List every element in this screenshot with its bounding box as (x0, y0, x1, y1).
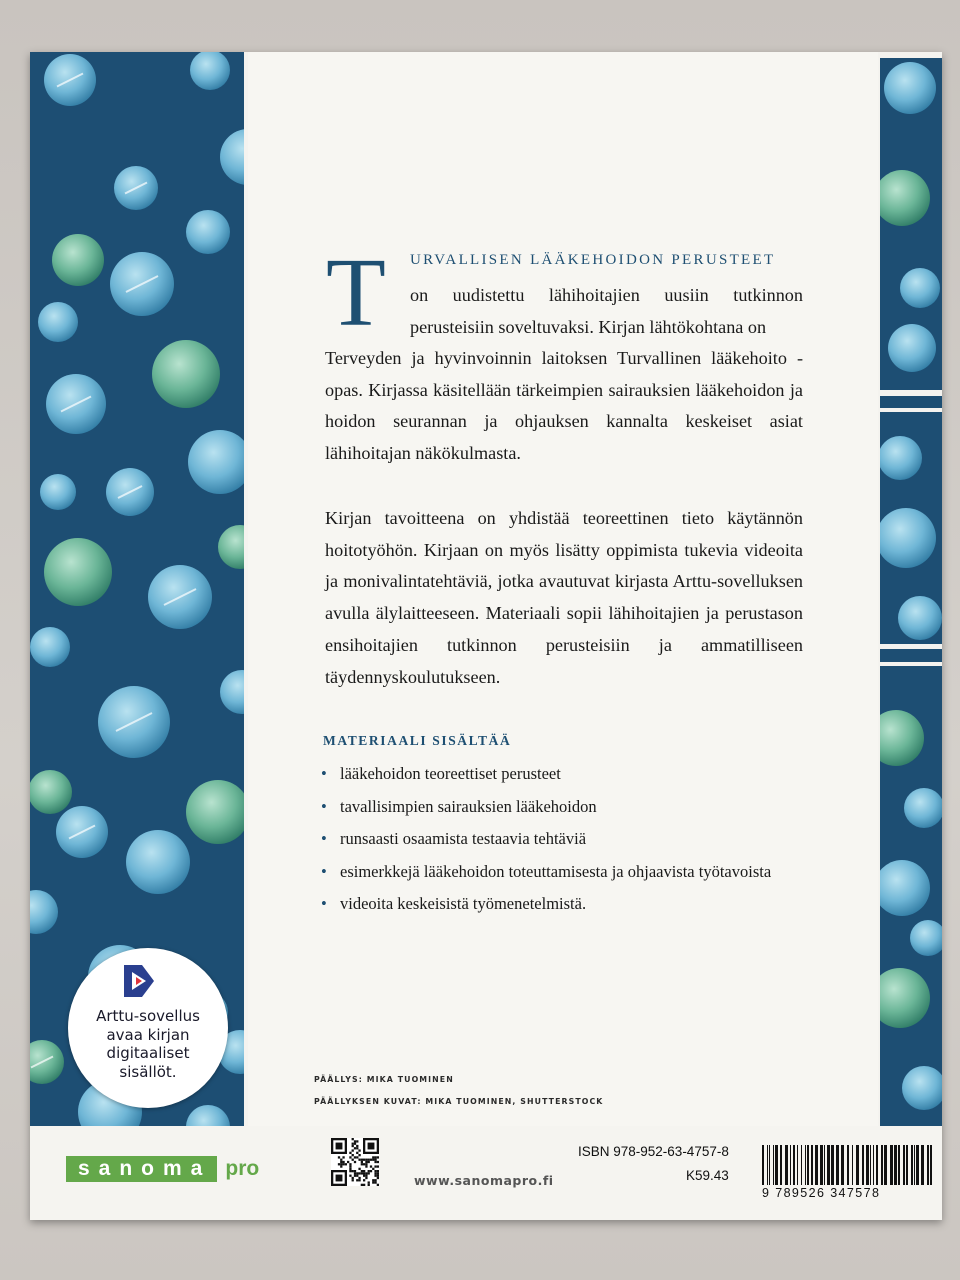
barcode-bar (866, 1145, 869, 1185)
qr-cell (356, 1147, 358, 1149)
qr-cell (356, 1156, 358, 1158)
barcode-bar (807, 1145, 809, 1185)
qr-cell (365, 1177, 367, 1179)
list-item: • esimerkkejä lääkehoidon toteuttamisesta ja ohjaavista työtavoista (318, 856, 771, 889)
qr-cell (340, 1165, 342, 1167)
qr-cell (356, 1152, 358, 1154)
qr-cell (358, 1159, 360, 1161)
qr-cell (361, 1184, 363, 1186)
qr-cell (349, 1156, 351, 1158)
pill-right (900, 268, 940, 308)
barcode-bar (769, 1145, 770, 1185)
qr-cell (374, 1159, 376, 1161)
pill-right (884, 62, 936, 114)
pill-left (40, 474, 76, 510)
pill-right (880, 508, 936, 568)
barcode-bar (785, 1145, 788, 1185)
badge-line: Arttu-sovellus (96, 1007, 200, 1025)
pill-left (30, 770, 72, 814)
logo-pro: pro (225, 1157, 260, 1180)
qr-cell (352, 1179, 354, 1181)
barcode-bar (793, 1145, 795, 1185)
qr-cell (372, 1156, 374, 1158)
qr-cell (374, 1175, 376, 1177)
barcode-bar (911, 1145, 913, 1185)
pill-right (880, 436, 922, 480)
pill-left (30, 627, 70, 667)
qr-cell (354, 1170, 356, 1172)
barcode-bar (775, 1145, 778, 1185)
qr-cell (358, 1179, 360, 1181)
qr-cell (365, 1163, 367, 1165)
qr-cell (368, 1159, 370, 1161)
pill-right (880, 710, 924, 766)
qr-cell (338, 1156, 340, 1158)
pill-left (186, 210, 230, 254)
pill-left (220, 670, 244, 714)
pill-left (30, 1040, 64, 1084)
cover-credit: PÄÄLLYS: MIKA TUOMINEN (314, 1075, 454, 1084)
pill-left (126, 830, 190, 894)
isbn-text: ISBN 978-952-63-4757-8 (578, 1144, 729, 1159)
qr-cell (361, 1172, 363, 1174)
barcode-bar (773, 1145, 774, 1185)
qr-cell (365, 1159, 367, 1161)
class-code: K59.43 (686, 1168, 729, 1183)
pill-left (44, 538, 112, 606)
barcode-bar (780, 1145, 782, 1185)
qr-cell (354, 1175, 356, 1177)
qr-cell (354, 1143, 356, 1145)
barcode-bar (873, 1145, 874, 1185)
contents-heading: MATERIAALI SISÄLTÄÄ (323, 733, 512, 748)
qr-cell (358, 1149, 360, 1151)
barcode-bar (884, 1145, 887, 1185)
barcode-bar (870, 1145, 871, 1185)
list-item: • lääkehoidon teoreettiset perusteet (318, 758, 771, 791)
publisher-logo (66, 1156, 259, 1182)
pill-right (880, 170, 930, 226)
pill-left (220, 129, 244, 185)
badge-line: sisällöt. (119, 1062, 177, 1081)
qr-cell (365, 1161, 367, 1163)
badge-line: avaa kirjan (106, 1025, 190, 1044)
qr-cell (368, 1161, 370, 1163)
qr-cell (356, 1172, 358, 1174)
qr-cell (361, 1163, 363, 1165)
qr-cell (352, 1154, 354, 1156)
cover-images-credit: PÄÄLLYKSEN KUVAT: MIKA TUOMINEN, SHUTTERSTOCK (314, 1097, 604, 1106)
qr-cell (365, 1175, 367, 1177)
qr-cell (370, 1159, 372, 1161)
qr-cell (368, 1172, 370, 1174)
qr-cell (372, 1168, 374, 1170)
barcode-bar (836, 1145, 839, 1185)
qr-cell (372, 1159, 374, 1161)
pill-right (910, 920, 942, 956)
qr-finder (336, 1143, 343, 1150)
pill-left (218, 525, 244, 569)
qr-cell (352, 1177, 354, 1179)
logo-word: sanoma (66, 1156, 217, 1182)
qr-cell (347, 1161, 349, 1163)
qr-cell (363, 1163, 365, 1165)
barcode-bar (881, 1145, 883, 1185)
pill-left (188, 430, 244, 494)
qr-cell (370, 1165, 372, 1167)
badge-line: digitaaliset (106, 1044, 190, 1062)
arttu-badge-text (68, 1007, 228, 1081)
pill-left (38, 302, 78, 342)
book-title: URVALLISEN LÄÄKEHOIDON PERUSTEET (410, 252, 776, 268)
barcode-bar (876, 1145, 878, 1185)
qr-cell (358, 1168, 360, 1170)
qr-cell (356, 1179, 358, 1181)
qr-cell (368, 1181, 370, 1183)
qr-cell (377, 1177, 379, 1179)
barcode-bar (862, 1145, 864, 1185)
pill-right (902, 1066, 942, 1110)
qr-cell (361, 1161, 363, 1163)
barcode-bar (831, 1145, 834, 1185)
barcode-bar (811, 1145, 813, 1185)
qr-cell (352, 1159, 354, 1161)
barcode-bar (921, 1145, 924, 1185)
pill-left (30, 890, 58, 934)
qr-cell (363, 1175, 365, 1177)
list-item: • videoita keskeisistä työmenetelmistä. (318, 888, 771, 921)
qr-cell (349, 1175, 351, 1177)
qr-cell (354, 1161, 356, 1163)
qr-cell (356, 1175, 358, 1177)
publisher-url: www.sanomapro.fi (414, 1173, 554, 1188)
barcode-bar (898, 1145, 900, 1185)
barcode-bar (801, 1145, 802, 1185)
barcode-bar (916, 1145, 919, 1185)
barcode-bar (930, 1145, 932, 1185)
barcode-icon (760, 1145, 935, 1187)
qr-cell (349, 1163, 351, 1165)
qr-cell (356, 1140, 358, 1142)
qr-cell (377, 1170, 379, 1172)
list-item: • runsaasti osaamista testaavia tehtäviä (318, 823, 771, 856)
barcode-number: 9 789526 347578 (762, 1186, 881, 1200)
qr-cell (345, 1163, 347, 1165)
qr-cell (358, 1172, 360, 1174)
qr-cell (374, 1170, 376, 1172)
qr-cell (354, 1156, 356, 1158)
barcode-bar (797, 1145, 798, 1185)
qr-finder (336, 1175, 343, 1182)
barcode-bar (847, 1145, 849, 1185)
barcode-bar (894, 1145, 897, 1185)
qr-cell (349, 1165, 351, 1167)
barcode-bar (852, 1145, 853, 1185)
qr-cell (372, 1179, 374, 1181)
barcode-bar (890, 1145, 893, 1185)
goal-paragraph: Kirjan tavoitteena on yhdistää teoreettinen tieto käytännön hoitotyöhön. Kirjaan on myös lisätty oppimista tukevia videoita ja monivalintatehtäviä, jotka avautuvat kirjasta Arttu-sovelluksen avulla älylaitteeseen. Materiaali sopii lähihoitajien ja perustason ensihoitajien tutkinnon perusteisiin ja ammatilliseen täydennyskoulutukseen. (325, 508, 803, 687)
pill-pattern-right (880, 58, 942, 1126)
qr-cell (363, 1179, 365, 1181)
qr-cell (374, 1172, 376, 1174)
pill-left (152, 340, 220, 408)
qr-finder (368, 1143, 375, 1150)
intro-paragraph-rest: Terveyden ja hyvinvoinnin laitoksen Turvallinen lääkehoito -opas. Kirjassa käsitellään tärkeimpien sairauksien lääkehoidon ja hoidon seurannan ja ohjauksen kannalta keskeiset asiat lähihoitajan näkökulmasta. (325, 348, 803, 464)
barcode-bar (805, 1145, 806, 1185)
qr-cell (358, 1177, 360, 1179)
qr-cell (358, 1154, 360, 1156)
arttu-play-icon (120, 962, 158, 1000)
qr-cell (377, 1175, 379, 1177)
title-dropcap: T (326, 239, 386, 347)
barcode-bar (914, 1145, 915, 1185)
qr-cell (354, 1172, 356, 1174)
qr-cell (342, 1161, 344, 1163)
barcode-bar (903, 1145, 905, 1185)
qr-cell (361, 1170, 363, 1172)
qr-cell (361, 1159, 363, 1161)
barcode-bar (790, 1145, 791, 1185)
qr-code-icon (331, 1138, 379, 1186)
qr-cell (374, 1181, 376, 1183)
qr-cell (374, 1179, 376, 1181)
qr-cell (377, 1161, 379, 1163)
intro-paragraph-start: on uudistettu lähihoitajien uusiin tutkinnon perusteisiin soveltuvaksi. Kirjan lähtökohtana on (410, 285, 803, 337)
pill-left (186, 780, 244, 844)
qr-cell (368, 1184, 370, 1186)
barcode-bar (815, 1145, 818, 1185)
pill-right (898, 596, 942, 640)
qr-cell (374, 1161, 376, 1163)
barcode-bar (927, 1145, 929, 1185)
pill-pattern-right-graphic (880, 58, 942, 1126)
qr-cell (374, 1156, 376, 1158)
qr-cell (349, 1152, 351, 1154)
qr-cell (352, 1170, 354, 1172)
list-item: • tavallisimpien sairauksien lääkehoidon (318, 791, 771, 824)
barcode-bar (841, 1145, 844, 1185)
qr-cell (352, 1138, 354, 1140)
barcode-bar (824, 1145, 825, 1185)
qr-cell (342, 1163, 344, 1165)
qr-cell (354, 1147, 356, 1149)
barcode-bar (856, 1145, 859, 1185)
qr-cell (354, 1140, 356, 1142)
qr-cell (374, 1165, 376, 1167)
qr-cell (363, 1159, 365, 1161)
qr-cell (365, 1172, 367, 1174)
contents-list (318, 758, 771, 921)
qr-cell (342, 1156, 344, 1158)
barcode-bar (762, 1145, 764, 1185)
barcode-bar (820, 1145, 823, 1185)
qr-cell (368, 1170, 370, 1172)
qr-cell (377, 1172, 379, 1174)
barcode-bar (767, 1145, 768, 1185)
pill-right (880, 968, 930, 1028)
barcode-bar (827, 1145, 830, 1185)
qr-cell (363, 1184, 365, 1186)
qr-cell (377, 1184, 379, 1186)
pill-right (888, 324, 936, 372)
qr-cell (356, 1145, 358, 1147)
qr-cell (377, 1156, 379, 1158)
qr-cell (352, 1145, 354, 1147)
barcode-bar (906, 1145, 908, 1185)
qr-cell (340, 1161, 342, 1163)
qr-cell (372, 1181, 374, 1183)
qr-cell (338, 1163, 340, 1165)
qr-cell (340, 1159, 342, 1161)
qr-cell (363, 1172, 365, 1174)
qr-cell (363, 1170, 365, 1172)
qr-cell (349, 1168, 351, 1170)
pill-left (52, 234, 104, 286)
qr-cell (349, 1170, 351, 1172)
qr-cell (340, 1163, 342, 1165)
pill-left (190, 52, 230, 90)
pill-right (904, 788, 942, 828)
qr-cell (352, 1149, 354, 1151)
qr-cell (365, 1165, 367, 1167)
qr-cell (352, 1143, 354, 1145)
pill-right (880, 860, 930, 916)
qr-cell (377, 1165, 379, 1167)
pill-left (186, 1105, 230, 1126)
qr-cell (370, 1170, 372, 1172)
